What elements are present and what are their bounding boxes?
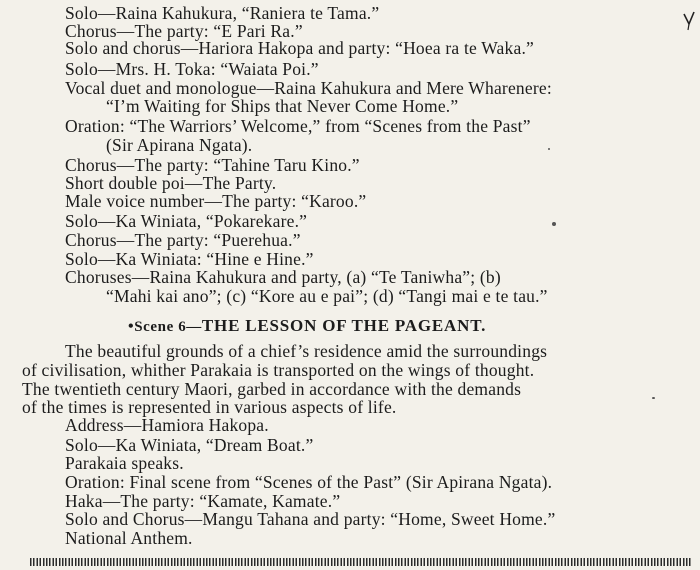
scene-heading xyxy=(128,316,486,337)
program-item: Solo and chorus—Hariora Hakopa and party: “Hoea ra te Waka.” xyxy=(65,38,534,58)
scene-paragraph-line: of civilisation, whither Parakaia is transported on the wings of thought. xyxy=(22,360,535,380)
scene-paragraph-line: The beautiful grounds of a chief’s residence amid the surroundings xyxy=(65,341,548,361)
program-item: Male voice number—The party: “Karoo.” xyxy=(65,191,367,211)
pencil-mark-icon xyxy=(682,10,696,32)
ink-speck xyxy=(652,397,655,399)
program-item: Oration: “The Warriors’ Welcome,” from “Scenes from the Past” xyxy=(65,116,531,136)
program-item-continuation: (Sir Apirana Ngata). xyxy=(106,135,253,155)
program-item-continuation: “I’m Waiting for Ships that Never Come Home.” xyxy=(106,96,459,116)
program-item-continuation: “Mahi kai ano”; (c) “Kore au e pai”; (d) “Tangi mai e te tau.” xyxy=(106,286,548,306)
program-item: Vocal duet and monologue—Raina Kahukura and Mere Wharenere: xyxy=(65,78,552,98)
scene-item: Haka—The party: “Kamate, Kamate.” xyxy=(65,491,341,511)
scene-title: THE LESSON OF THE PAGEANT. xyxy=(201,316,487,335)
program-item: Solo—Raina Kahukura, “Raniera te Tama.” xyxy=(65,3,380,23)
scene-item: Parakaia speaks. xyxy=(65,453,184,473)
scene-label: Scene 6— xyxy=(134,319,202,335)
scene-paragraph-line: The twentieth century Maori, garbed in accordance with the demands xyxy=(22,379,522,399)
scene-item: Oration: Final scene from “Scenes of the Past” (Sir Apirana Ngata). xyxy=(65,472,553,492)
scene-item: Address—Hamiora Hakopa. xyxy=(65,415,269,435)
bottom-border-rule xyxy=(30,558,692,566)
program-item: Short double poi—The Party. xyxy=(65,173,277,193)
scene-item: National Anthem. xyxy=(65,528,193,548)
program-item: Solo—Ka Winiata: “Hine e Hine.” xyxy=(65,249,314,269)
program-item: Solo—Ka Winiata, “Pokarekare.” xyxy=(65,211,308,231)
scene-paragraph-line: of the times is represented in various aspects of life. xyxy=(22,397,397,417)
program-item: Chorus—The party: “Tahine Taru Kino.” xyxy=(65,155,360,175)
ink-speck xyxy=(552,222,556,226)
scene-bullet: • xyxy=(128,318,135,335)
program-item: Choruses—Raina Kahukura and party, (a) “Te Taniwha”; (b) xyxy=(65,267,501,287)
program-item: Chorus—The party: “E Pari Ra.” xyxy=(65,21,303,41)
scene-item: Solo—Ka Winiata, “Dream Boat.” xyxy=(65,435,314,455)
program-item: Chorus—The party: “Puerehua.” xyxy=(65,230,301,250)
program-item: Solo—Mrs. H. Toka: “Waiata Poi.” xyxy=(65,59,319,79)
scene-item: Solo and Chorus—Mangu Tahana and party: “Home, Sweet Home.” xyxy=(65,509,556,529)
ink-speck xyxy=(548,148,550,150)
